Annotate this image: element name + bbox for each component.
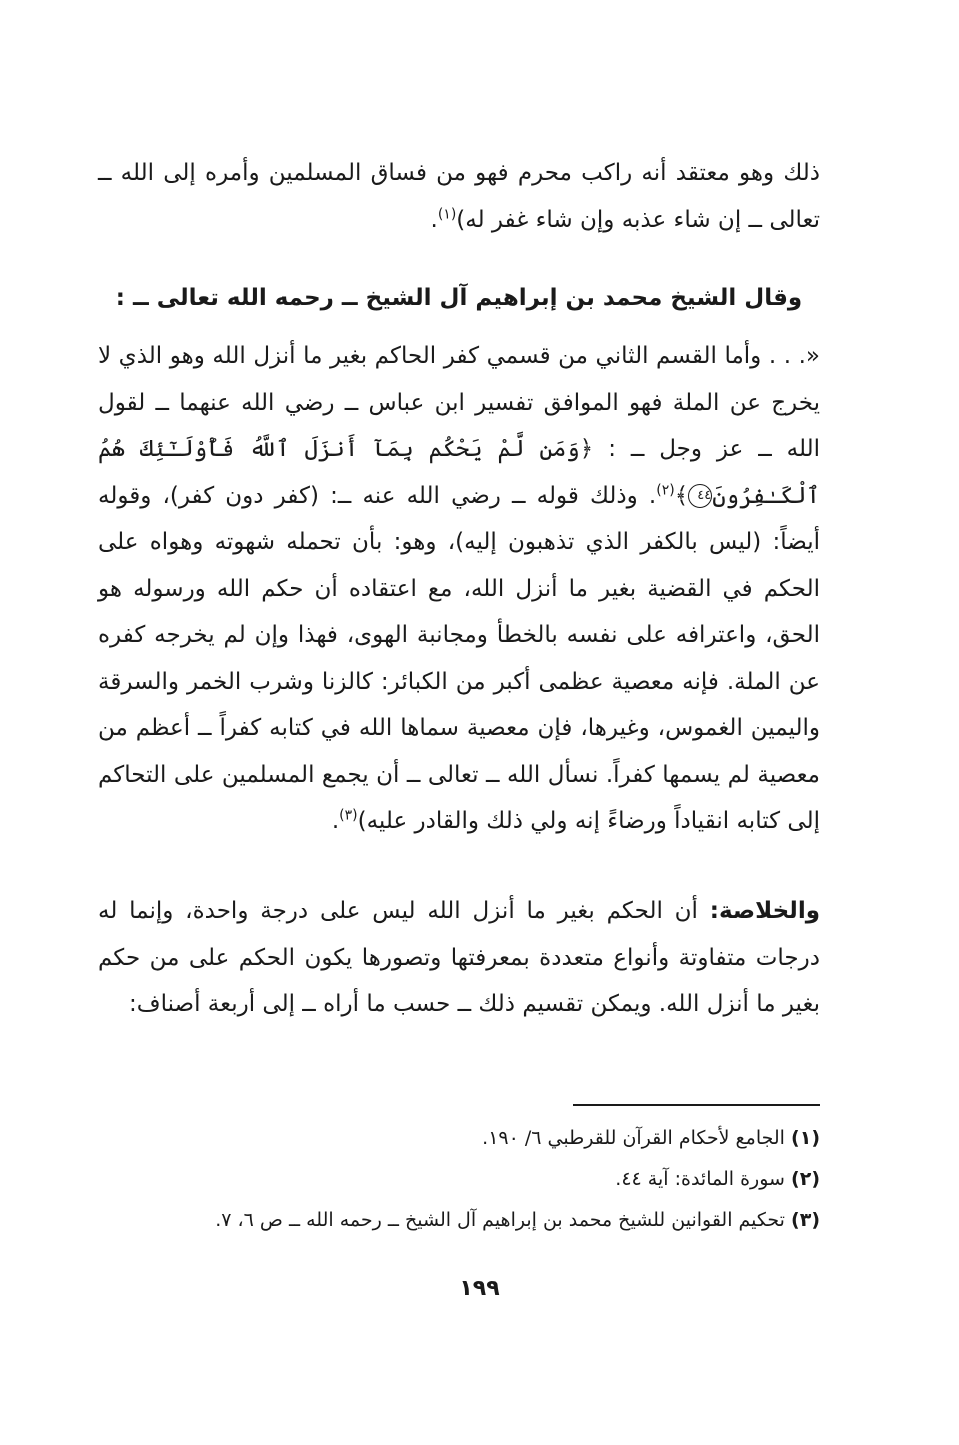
- quote-end: .: [331, 808, 340, 834]
- footnote-divider: [573, 1104, 820, 1106]
- footnote-text: الجامع لأحكام القرآن للقرطبي ٦/ ١٩٠.: [482, 1127, 785, 1149]
- footnote-ref-1: (١): [437, 205, 457, 222]
- quoted-paragraph: [98, 333, 820, 845]
- footnote-number: (٢): [791, 1168, 820, 1190]
- quote-text-b: . وذلك قوله ــ رضي الله عنه ــ: (كفر دون كفر)، وقوله أيضاً: (ليس بالكفر الذي تذهبون إليه)، وهو: بأن تحمله شهوته وهواه على الحكم في القضية بغير ما أنزل الله، مع اعتقاده أن حكم الله ورسوله هو الحق، واعترافه على نفسه بالخطأ ومجانبة الهوى، فهذا وإن لم يخرجه كفره عن الملة. فإنه معصية عظمى أكبر من الكبائر: كالزنا وشرب الخمر والسرقة واليمين الغموس، وغيرها، فإن معصية سماها الله في كتابه كفراً ــ أعظم من معصية لم يسمها كفراً. نسأل الله ــ تعالى ــ أن يجمع المسلمين على التحاكم إلى كتابه انقياداً ورضاءً إنه ولي ذلك والقادر عليه): [98, 482, 820, 834]
- footnote-item: [98, 1200, 820, 1241]
- paragraph-text: ذلك وهو معتقد أنه راكب محرم فهو من فساق المسلمين وأمره إلى الله ــ تعالى ــ إن شاء عذبه وإن شاء غفر له): [98, 160, 820, 233]
- quote-text-a: «. . . وأما القسم الثاني من قسمي كفر الحاكم بغير ما أنزل الله وهو الذي لا يخرج عن الملة فهو الموافق تفسير ابن عباس ــ رضي الله عنهما ــ لقول الله ــ عز وجل ــ : ﴿: [98, 343, 820, 462]
- footnote-text: سورة المائدة: آية ٤٤.: [615, 1168, 785, 1190]
- footnotes: [98, 1118, 820, 1241]
- ayah-number-marker: ٤٤: [688, 484, 712, 508]
- footnote-number: (١): [791, 1127, 820, 1149]
- conclusion-text: أن الحكم بغير ما أنزل الله ليس على درجة واحدة، وإنما له درجات متفاوتة وأنواع متعددة بمعرفتها وتصورها يكون الحكم على من حكم بغير ما أنزل الله. ويمكن تقسيم ذلك ــ حسب ما أراه ــ إلى أربعة أصناف:: [98, 898, 820, 1017]
- page-number: ١٩٩: [459, 1276, 500, 1301]
- quran-verse: وَمَن لَّمْ يَحْكُم بِمَآ أَنزَلَ ٱللَّهُ فَأُوْلَـٰٓئِكَ هُمُ ٱلْكَـٰفِرُونَ: [98, 436, 820, 509]
- verse-close-bracket: ﴾: [674, 482, 689, 509]
- footnote-item: [98, 1159, 820, 1200]
- footnote-ref-2: (٢): [656, 481, 675, 498]
- section-heading: وقال الشيخ محمد بن إبراهيم آل الشيخ ــ رحمه الله تعالى ــ :: [115, 285, 803, 311]
- footnote-number: (٣): [791, 1209, 820, 1231]
- footnote-text: تحكيم القوانين للشيخ محمد بن إبراهيم آل الشيخ ــ رحمه الله ــ ص ٦، ٧.: [215, 1209, 785, 1231]
- conclusion-paragraph: [98, 888, 820, 1028]
- conclusion-lead: والخلاصة:: [709, 898, 820, 924]
- paragraph-continuation: [98, 150, 820, 243]
- footnote-item: [98, 1118, 820, 1159]
- footnote-ref-3: (٣): [339, 807, 358, 824]
- paragraph-end: .: [430, 206, 438, 233]
